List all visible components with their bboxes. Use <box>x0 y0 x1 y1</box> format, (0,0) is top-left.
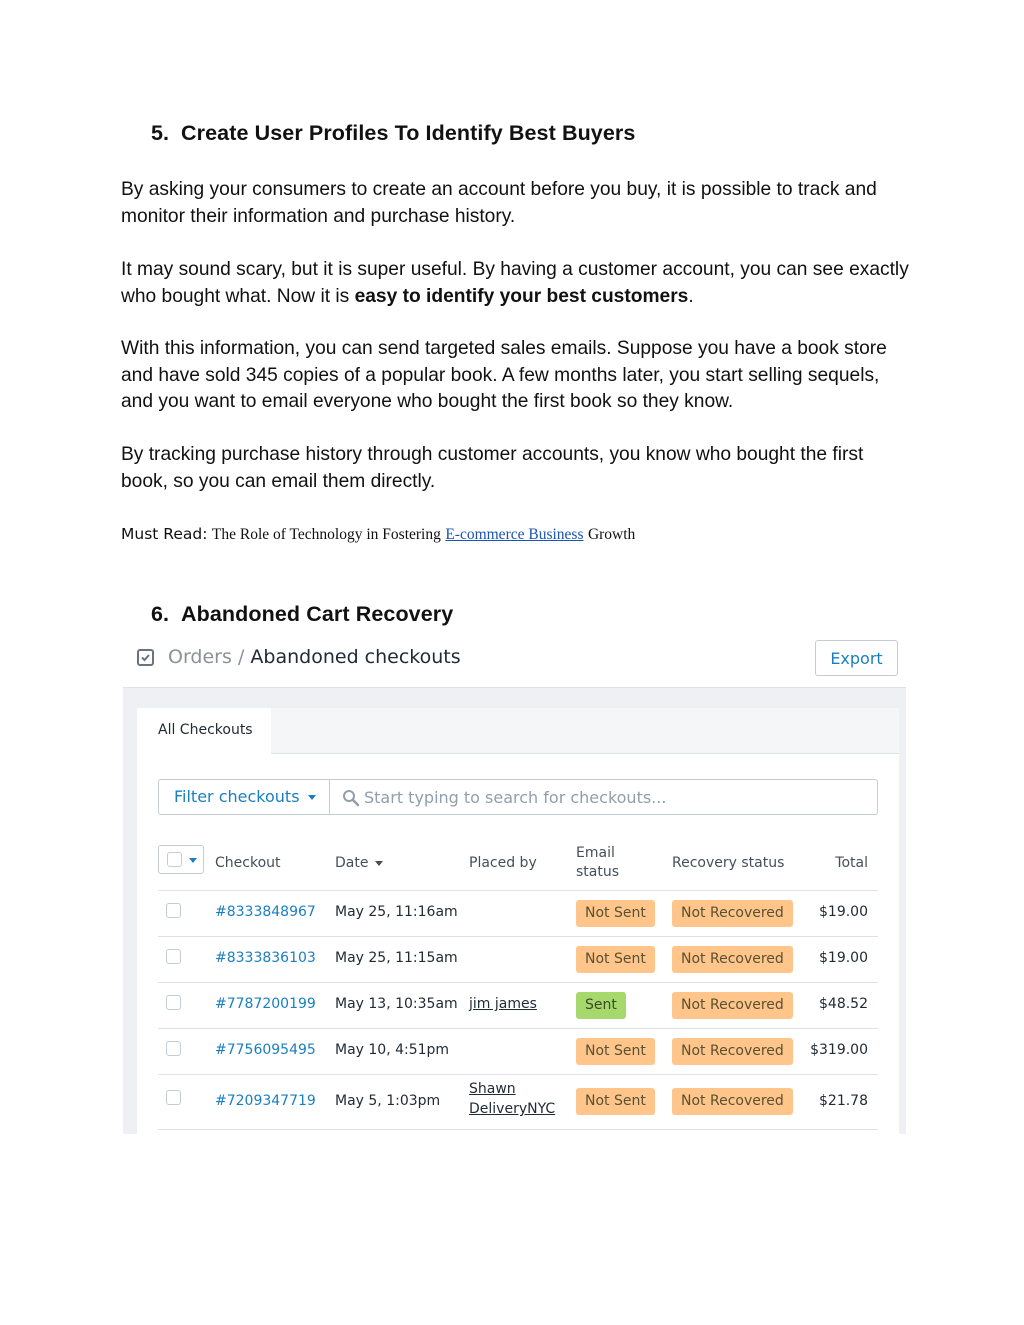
customer-link[interactable]: Shawn DeliveryNYC <box>469 1081 556 1117</box>
checkout-link[interactable]: #8333836103 <box>215 950 316 966</box>
must-read-label: Must Read: <box>121 525 208 543</box>
checkout-date: May 13, 10:35am <box>335 996 458 1012</box>
table-row[interactable] <box>158 983 878 1029</box>
page-title: Abandoned checkouts <box>250 646 461 668</box>
table-row[interactable] <box>158 937 878 983</box>
email-status-badge: Not Sent <box>576 946 655 973</box>
section-heading-abandoned-cart <box>151 602 453 627</box>
paragraph-account-tracking: By asking your consumers to create an account before you buy, it is possible to track and monitor their information and purchase history. <box>121 179 877 227</box>
must-read-text: The Role of Technology in Fostering <box>211 526 441 543</box>
section-number: 6. <box>151 602 170 626</box>
checkout-date: May 25, 11:16am <box>335 904 458 920</box>
export-button[interactable]: Export <box>815 640 898 676</box>
column-email-status[interactable]: Email status <box>576 845 620 880</box>
table-row[interactable] <box>158 1075 878 1130</box>
page-header <box>123 634 906 687</box>
checkout-date: May 25, 11:15am <box>335 950 458 966</box>
tab-bar <box>137 708 899 754</box>
breadcrumb <box>168 646 461 668</box>
content-area <box>123 687 906 1134</box>
row-checkbox[interactable] <box>166 1041 181 1056</box>
checkout-total: $48.52 <box>819 996 868 1012</box>
breadcrumb-separator: / <box>237 646 245 668</box>
paragraph-text: . <box>688 285 694 307</box>
checkout-link[interactable]: #8333848967 <box>215 904 316 920</box>
recovery-status-badge: Not Recovered <box>672 900 793 927</box>
bold-highlight: easy to identify your best customers <box>354 285 689 307</box>
checkout-icon <box>137 649 154 666</box>
row-checkbox[interactable] <box>166 903 181 918</box>
customer-link[interactable]: jim james <box>469 996 537 1012</box>
row-checkbox[interactable] <box>166 995 181 1010</box>
section-title: Create User Profiles To Identify Best Buyers <box>181 121 636 145</box>
table-row[interactable] <box>158 1029 878 1075</box>
column-date-label: Date <box>335 855 369 871</box>
checkout-date: May 5, 1:03pm <box>335 1093 441 1109</box>
email-status-badge: Sent <box>576 992 626 1019</box>
paragraph-text: It may sound scary, but it is super useful. By having a customer account, you can see exactly who bought what. Now it is <box>121 259 909 307</box>
email-status-badge: Not Sent <box>576 1088 655 1115</box>
row-checkbox[interactable] <box>166 949 181 964</box>
checkout-link[interactable]: #7756095495 <box>215 1042 316 1058</box>
column-date[interactable] <box>335 855 383 871</box>
recovery-status-badge: Not Recovered <box>672 992 793 1019</box>
email-status-badge: Not Sent <box>576 900 655 927</box>
checkout-link[interactable]: #7787200199 <box>215 996 316 1012</box>
caret-down-icon <box>308 795 316 800</box>
email-status-badge: Not Sent <box>576 1038 655 1065</box>
column-checkout[interactable]: Checkout <box>215 855 281 871</box>
paragraph-customer-account <box>121 257 911 310</box>
checkout-total: $319.00 <box>810 1042 868 1058</box>
caret-down-icon <box>189 858 197 863</box>
checkouts-table <box>158 838 878 1130</box>
recovery-status-badge: Not Recovered <box>672 946 793 973</box>
must-read-link[interactable]: E-commerce Business <box>445 526 584 543</box>
filter-checkouts-button[interactable] <box>159 780 330 814</box>
checkout-total: $19.00 <box>819 950 868 966</box>
checkbox-icon <box>167 852 182 867</box>
paragraph-purchase-history: By tracking purchase history through customer accounts, you know who bought the first book, so you can email them directly. <box>121 444 864 492</box>
checkout-total: $21.78 <box>819 1093 868 1109</box>
search-input[interactable] <box>364 780 864 814</box>
row-checkbox[interactable] <box>166 1090 181 1105</box>
table-row[interactable] <box>158 891 878 937</box>
section-heading-user-profiles <box>151 121 635 146</box>
table-header <box>158 838 878 891</box>
checkout-date: May 10, 4:51pm <box>335 1042 450 1058</box>
must-read-text: Growth <box>587 526 636 543</box>
sort-caret-icon <box>375 861 383 866</box>
must-read-line <box>121 525 635 544</box>
column-recovery-status[interactable]: Recovery status <box>672 855 785 871</box>
section-number: 5. <box>151 121 170 145</box>
search-icon <box>342 789 360 807</box>
checkouts-card <box>137 708 899 1134</box>
section-title: Abandoned Cart Recovery <box>181 602 454 626</box>
recovery-status-badge: Not Recovered <box>672 1038 793 1065</box>
breadcrumb-orders[interactable]: Orders <box>168 646 232 668</box>
tab-all-checkouts[interactable]: All Checkouts <box>137 708 271 754</box>
column-placed-by[interactable]: Placed by <box>469 855 537 871</box>
checkout-link[interactable]: #7209347719 <box>215 1093 316 1109</box>
recovery-status-badge: Not Recovered <box>672 1088 793 1115</box>
abandoned-checkouts-screenshot <box>123 634 906 1133</box>
filter-bar <box>158 779 878 815</box>
paragraph-targeted-emails: With this information, you can send targeted sales emails. Suppose you have a book store and have sold 345 copies of a popular book. A few months later, you start selling sequels, and you want to email everyone who bought the first book so they know. <box>121 338 887 412</box>
checkout-total: $19.00 <box>819 904 868 920</box>
filter-label: Filter checkouts <box>174 787 300 806</box>
select-all-dropdown[interactable] <box>158 845 204 874</box>
column-total[interactable]: Total <box>835 855 868 871</box>
